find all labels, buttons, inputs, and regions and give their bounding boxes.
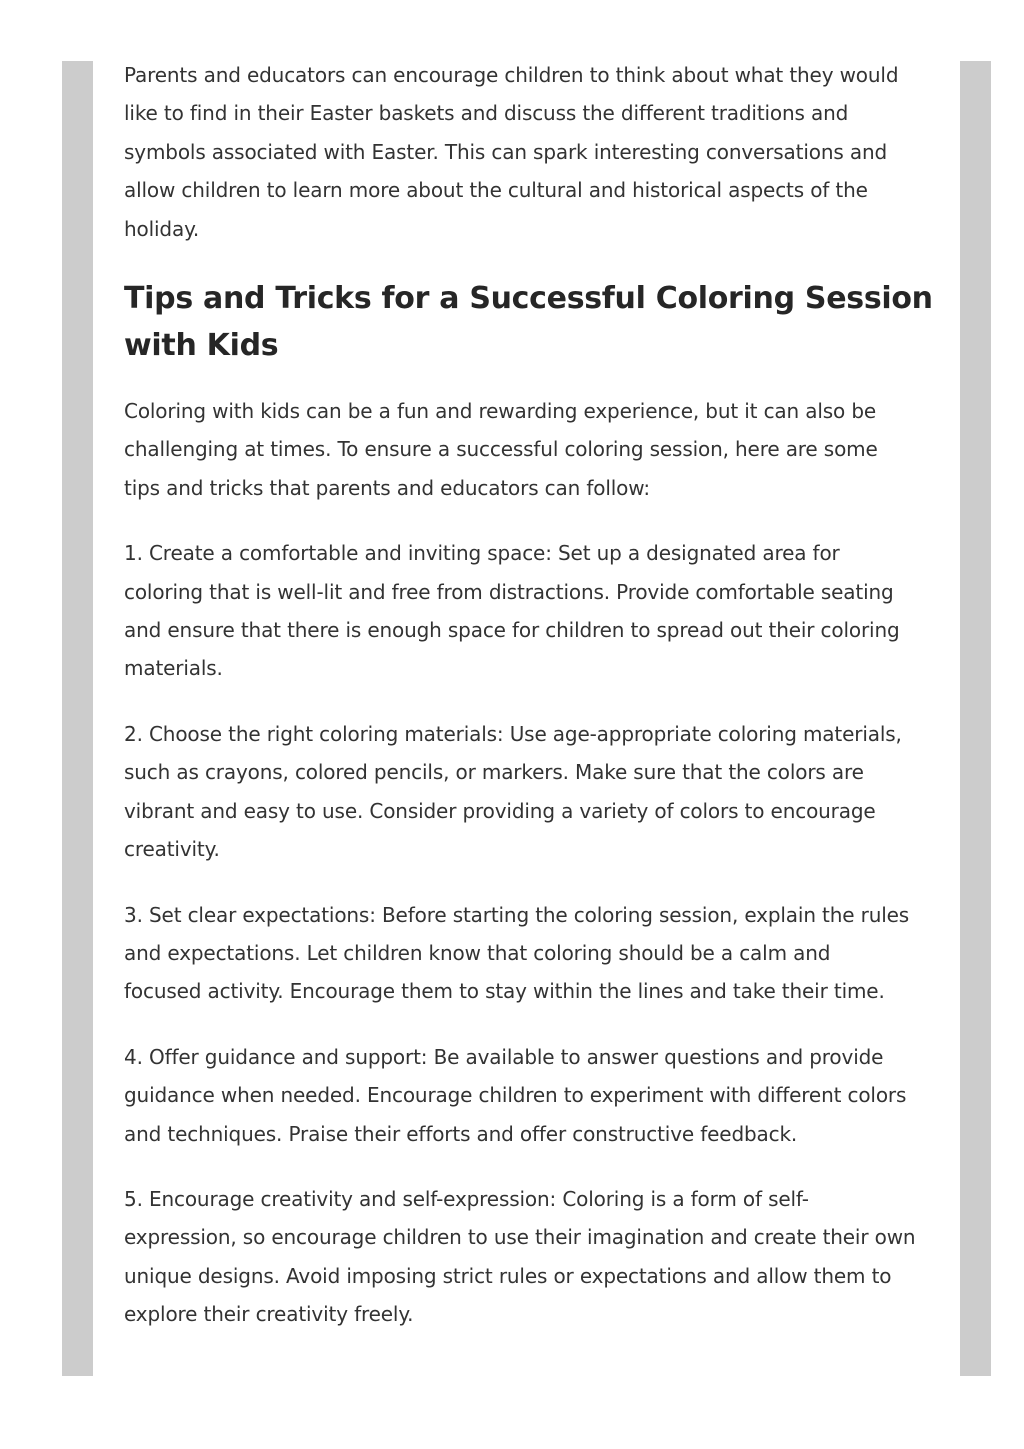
intro-paragraph: Parents and educators can encourage children to think about what they would like to find in their Easter baskets and discuss the different traditions and symbols associated with Easter. This can spark interesting conversations and allow children to learn more about the cultural and historical aspects of the holiday. xyxy=(124,63,899,241)
tip-paragraph-3: 3. Set clear expectations: Before starting the coloring session, explain the rules and expectations. Let children know that coloring should be a calm and focused activity. Encourage them to stay within the lines and take their time. xyxy=(124,902,910,1004)
tip-paragraph-2: 2. Choose the right coloring materials: Use age-appropriate coloring materials, such as crayons, colored pencils, or markers. Make sure that the colors are vibrant and easy to use. Consider providing a variety of colors to encourage creativity. xyxy=(124,721,902,862)
tip-paragraph-5: 5. Encourage creativity and self-expression: Coloring is a form of self- expression, so encourage children to use their imagination and create their own unique designs. Avoid imposing strict rules or expectations and allow them to explore their creativity freely. xyxy=(124,1186,916,1327)
right-margin-bar xyxy=(960,61,991,1376)
tip-paragraph-4: 4. Offer guidance and support: Be available to answer questions and provide guidance when needed. Encourage children to experiment with different colors and techniques. Praise their efforts and offer constructive feedback. xyxy=(124,1044,907,1146)
tip-paragraph-1: 1. Create a comfortable and inviting space: Set up a designated area for coloring that is well-lit and free from distractions. Provide comfortable seating and ensure that there is enough space for children to spread out their coloring materials. xyxy=(124,541,900,681)
lead-paragraph: Coloring with kids can be a fun and rewarding experience, but it can also be challenging at times. To ensure a successful coloring session, here are some tips and tricks that parents and educators can follow: xyxy=(124,399,878,500)
section-heading: Tips and Tricks for a Successful Coloring Session with Kids xyxy=(124,281,933,364)
article-body xyxy=(124,56,936,1361)
left-margin-bar xyxy=(62,61,93,1376)
